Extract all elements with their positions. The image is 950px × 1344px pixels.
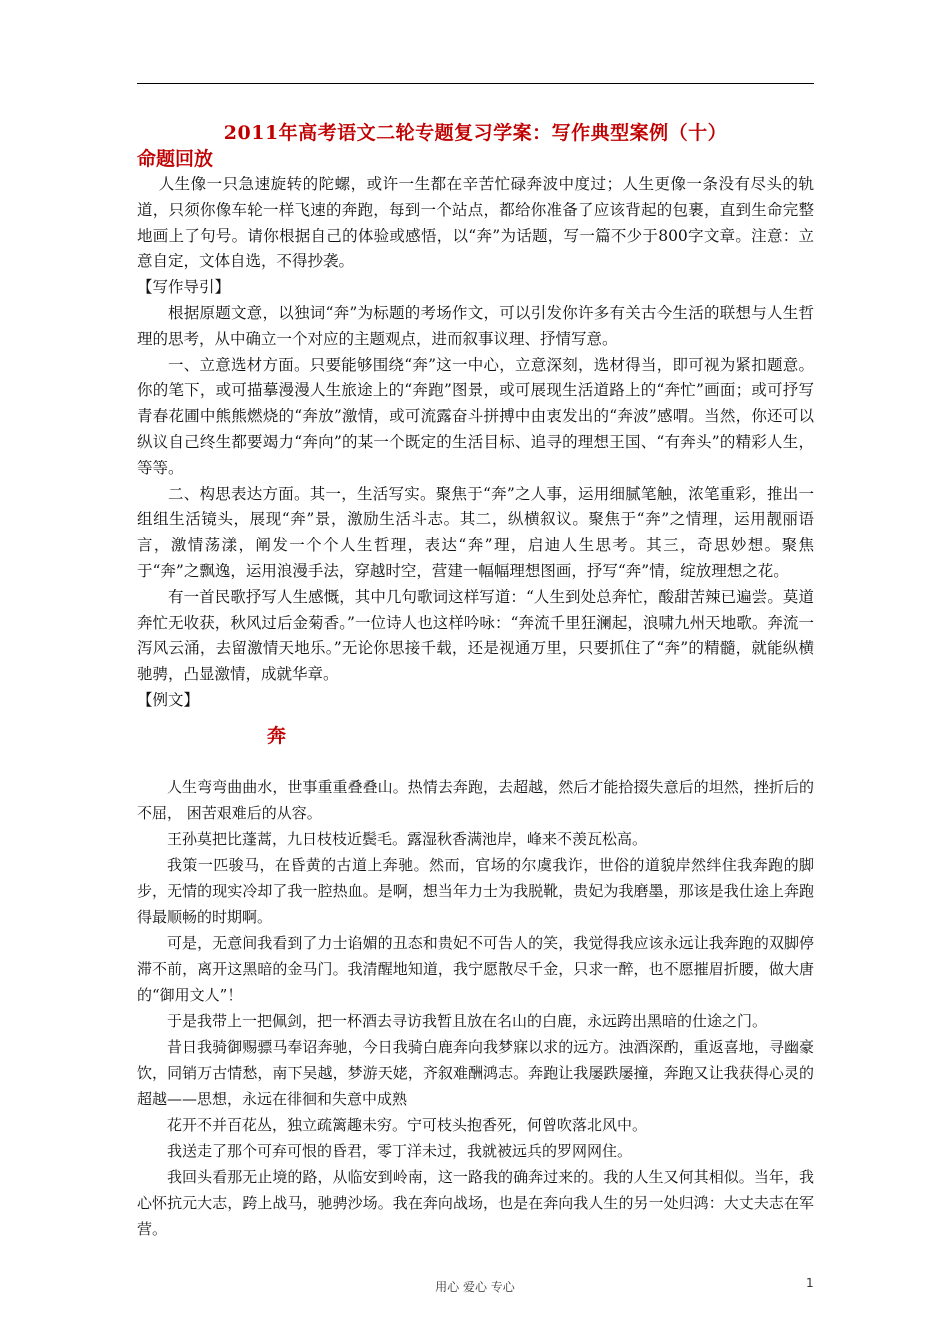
essay-paragraph: 我回头看那无止境的路，从临安到岭南，这一路我的确奔过来的。我的人生又何其相似。当年，我心怀抗元大志，跨上战马，驰骋沙场。我在奔向战场，也是在奔向我人生的另一处归鸿：大丈夫志在军营。 (137, 1167, 814, 1238)
essay-paragraph: 花开不并百花丛，独立疏篱趣未穷。宁可枝头抱香死，何曾吹落北风中。 (167, 1115, 648, 1134)
essay-paragraph: 人生弯弯曲曲水，世事重重叠叠山。热情去奔跑，去超越，然后才能拾掇失意后的坦然，挫折后的不屈， 困苦艰难后的从容。 (137, 777, 814, 822)
essay-title: 奔 (267, 724, 287, 747)
guide-heading: 【写作导引】 (137, 278, 231, 297)
page-footer: 用心 爱心 专心 (435, 1280, 515, 1294)
essay-paragraph: 可是，无意间我看到了力士谄媚的丑态和贵妃不可告人的笑，我觉得我应该永远让我奔跑的双脚停滞不前，离开这黑暗的金马门。我清醒地知道，我宁愿散尽千金，只求一醉，也不愿摧眉折腰，做大唐的“御用文人”！ (137, 933, 814, 1004)
example-heading: 【例文】 (137, 690, 200, 709)
essay-body (137, 774, 814, 1242)
section-heading-prompt: 命题回放 (137, 148, 214, 170)
document-body (137, 120, 814, 1242)
header-rule (137, 83, 814, 84)
guide-paragraph: 二、构思表达方面。其一，生活写实。聚焦于“奔”之人事，运用细腻笔触，浓笔重彩，推出一组组生活镜头，展现“奔”景，激励生活斗志。其二，纵横叙议。聚焦于“奔”之情理，运用靓丽语言，激情荡漾，阐发一个个人生哲理，表达“奔”理，启迪人生思考。其三，奇思妙想。聚焦于“奔”之飘逸，运用浪漫手法，穿越时空，营建一幅幅理想图画，抒写“奔”情，绽放理想之花。 (137, 484, 814, 580)
prompt-text: 人生像一只急速旋转的陀螺，或许一生都在辛苦忙碌奔波中度过；人生更像一条没有尽头的轨道，只须你像车轮一样飞速的奔跑，每到一个站点，都给你准备了应该背起的包裹，直到生命完整地画上了句号。请你根据自己的体验或感悟，以“奔”为话题，写一篇不少于800字文章。注意：立意自定，文体自选，不得抄袭。 (137, 175, 814, 271)
guide-paragraph: 根据原题文意，以独词“奔”为标题的考场作文，可以引发你许多有关古今生活的联想与人生哲理的思考，从中确立一个对应的主题观点，进而叙事议理、抒情写意。 (137, 303, 814, 348)
guide-paragraph: 有一首民歌抒写人生感慨，其中几句歌词这样写道：“人生到处总奔忙，酸甜苦辣已遍尝。莫道奔忙无收获，秋风过后金菊香。”一位诗人也这样吟咏：“奔流千里狂澜起，浪啸九州天地歌。奔流一泻风云涌，去留激情天地乐。”无论你思接千载，还是视通万里，只要抓住了“奔”的精髓，就能纵横驰骋，凸显激情，成就华章。 (137, 587, 814, 684)
document-title: 2011年高考语文二轮专题复习学案：写作典型案例（十） (223, 122, 728, 144)
page-number: 1 (806, 1276, 814, 1290)
essay-paragraph: 王孙莫把比蓬蒿，九日枝枝近鬓毛。露湿秋香满池岸，峰来不羡瓦松高。 (167, 829, 648, 848)
essay-paragraph: 于是我带上一把佩剑，把一杯酒去寻访我暂且放在名山的白鹿，永远跨出黑暗的仕途之门。 (167, 1011, 768, 1030)
essay-paragraph: 昔日我骑御赐骠马奉诏奔驰，今日我骑白鹿奔向我梦寐以求的远方。浊酒深酌，重返喜地，寻幽豪饮，同销万古情愁，南下吴越，梦游天姥，齐叙难酬鸿志。奔跑让我屡跌屡撞，奔跑又让我获得心灵的超越——思想，永远在徘徊和失意中成熟 (137, 1037, 814, 1108)
essay-paragraph: 我送走了那个可弃可恨的昏君，零丁洋未过，我就被远兵的罗网网住。 (167, 1141, 633, 1160)
guide-paragraph: 一、立意选材方面。只要能够围绕“奔”这一中心，立意深刻，选材得当，即可视为紧扣题意。你的笔下，或可描摹漫漫人生旅途上的“奔跑”图景，或可展现生活道路上的“奔忙”画面；或可抒写青春花圃中熊熊燃烧的“奔放”激情，或可流露奋斗拼搏中由衷发出的“奔波”感喟。当然，你还可以纵议自己终生都要竭力“奔向”的某一个既定的生活目标、追寻的理想王国、“有奔头”的精彩人生，等等。 (137, 355, 814, 477)
essay-paragraph: 我策一匹骏马，在昏黄的古道上奔驰。然而，官场的尔虞我诈，世俗的道貌岸然绊住我奔跑的脚步，无情的现实冷却了我一腔热血。是啊，想当年力士为我脱靴，贵妃为我磨墨，那该是我仕途上奔跑得最顺畅的时期啊。 (137, 855, 814, 926)
